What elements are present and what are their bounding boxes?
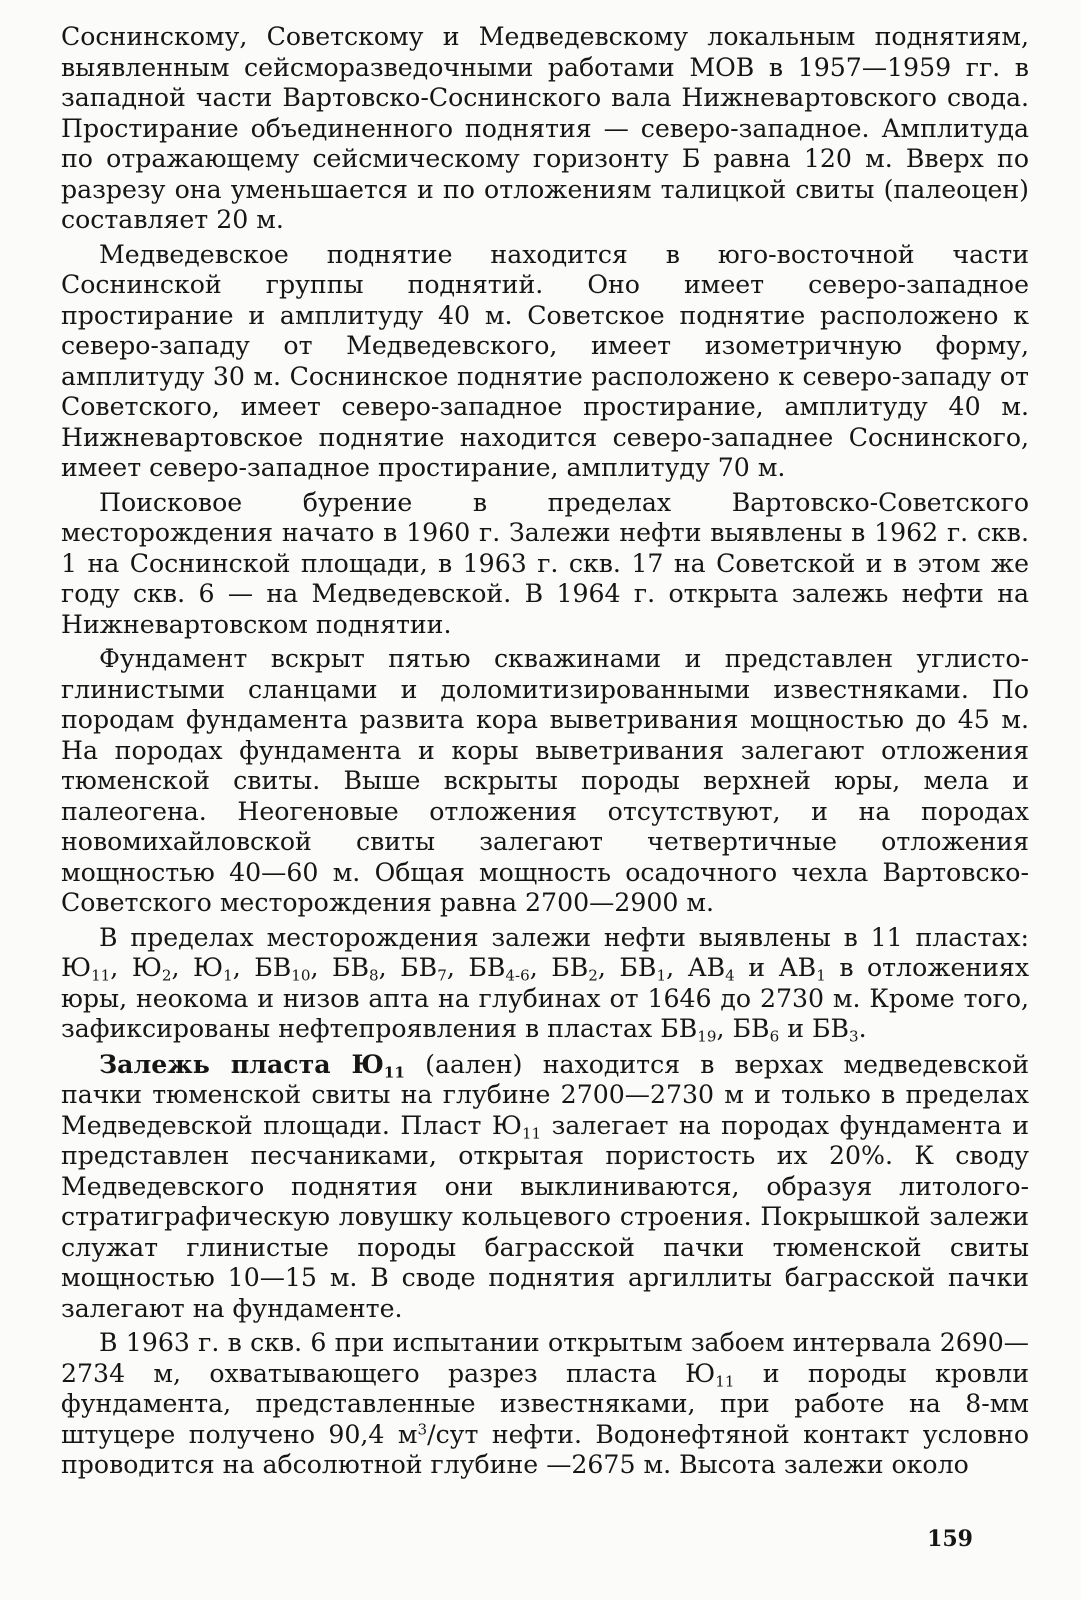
paragraph-2: Медведевское поднятие находится в юго-восточной части Соснинской группы поднятий. Оно имеет северо-западное простирание и амплитуду 40 м. Советское поднятие расположено к северо-западу от Медведевского, имеет изометричную форму, амплитуду 30 м. Соснинское поднятие расположено к северо-западу от Советского, имеет северо-западное простирание, амплитуду 40 м. Нижневартовское поднятие находится северо-западнее Соснинского, имеет северо-западное простирание, амплитуду 70 м.	[61, 239, 1029, 482]
layer-name: $БВ_8$	[332, 953, 379, 985]
layer-name: $БВ_6$	[732, 1014, 780, 1046]
layer-name: $БВ_{4-6}$	[468, 953, 530, 985]
layer-name: $БВ_1$	[619, 953, 667, 985]
page-number: 159	[927, 1526, 973, 1552]
layer-name: $БВ_{19}$	[660, 1014, 717, 1046]
layer-name: $БВ_7$	[400, 953, 447, 985]
paragraph-5-tail: в отложениях юры, неокома и низов апта на глубинах от 1646 до 2730 м. Кроме того, зафиксированы нефтепроявления в пластах	[61, 953, 1030, 1043]
paragraph-5-lead: В пределах месторождения залежи нефти выявлены в 11 пластах:	[99, 922, 1029, 952]
layer-name: $Ю_{11}$	[61, 953, 111, 985]
body-text	[61, 22, 1029, 1481]
layer-name: $БВ_3$	[812, 1014, 859, 1046]
layer-name: $Ю_2$	[131, 953, 172, 985]
paragraph-4: Фундамент вскрыт пятью скважинами и представлен углисто-глинистыми сланцами и доломитизированными известняками. По породам фундамента развита кора выветривания мощностью до 45 м. На породах фундамента и коры выветривания залегают отложения тюменской свиты. Выше вскрыты породы верхней юры, мела и палеогена. Неогеновые отложения отсутствуют, и на породах новомихайловской свиты залегают четвертичные отложения мощностью 40—60 м. Общая мощность осадочного чехла Вартовско-Советского месторождения равна 2700—2900 м.	[61, 644, 1029, 917]
layer-name: $АВ_1$	[778, 953, 826, 985]
paragraph-6: Залежь пласта $Ю_{11}$ (аален) находится в верхах медведевской пачки тюменской свиты на глубине 2700—2730 м и только в пределах Медведевской площади. Пласт $Ю_{11}$ залегает на породах фундамента и представлен песчаниками, открытая пористость их 20%. К своду Медведевского поднятия они выклиниваются, образуя литолого-стратиграфическую ловушку кольцевого строения. Покрышкой залежи служат глинистые породы баграсской пачки тюменской свиты мощностью 10—15 м. В своде поднятия аргиллиты баграсской пачки залегают на фундаменте.	[61, 1048, 1029, 1323]
paragraph-5	[61, 923, 1029, 1045]
layer-list: $Ю_{11}$, $Ю_2$, $Ю_1$, $БВ_{10}$, $БВ_8$, $БВ_7$, $БВ_{4-6}$, $БВ_2$, $БВ_1$, $АВ_4$ и $АВ_1$	[61, 953, 826, 985]
layer-name: $Ю_1$	[193, 953, 233, 985]
layer-name: $АВ_4$	[687, 953, 735, 985]
paragraph-1: Соснинскому, Советскому и Медведевскому локальным поднятиям, выявленным сейсморазведочными работами МОВ в 1957—1959 гг. в западной части Вартовско-Соснинского вала Нижневартовского свода. Простирание объединенного поднятия — северо-западное. Амплитуда по отражающему сейсмическому горизонту Б равна 120 м. Вверх по разрезу она уменьшается и по отложениям талицкой свиты (палеоцен) составляет 20 м.	[61, 22, 1029, 234]
deposit-heading: Залежь пласта $Ю_{11}$	[99, 1048, 405, 1082]
paragraph-3: Поисковое бурение в пределах Вартовско-Советского месторождения начато в 1960 г. Залежи нефти выявлены в 1962 г. скв. 1 на Соснинской площади, в 1963 г. скв. 17 на Советской и в этом же году скв. 6 — на Медведевской. В 1964 г. открыта залежь нефти на Нижневартовском поднятии.	[61, 487, 1029, 639]
paragraph-7: В 1963 г. в скв. 6 при испытании открытым забоем интервала 2690—2734 м, охватывающего разрез пласта $Ю_{11}$ и породы кровли фундамента, представленные известняками, при работе на 8-мм штуцере получено 90,4 $м^3$/сут нефти. Водонефтяной контакт условно проводится на абсолютной глубине —2675 м. Высота залежи около	[61, 1328, 1030, 1479]
layer-name: $БВ_{10}$	[254, 953, 311, 985]
layer-name: $БВ_2$	[551, 953, 598, 985]
oil-shows-list: $БВ_{19}$, $БВ_6$ и $БВ_3$.	[660, 1014, 867, 1046]
